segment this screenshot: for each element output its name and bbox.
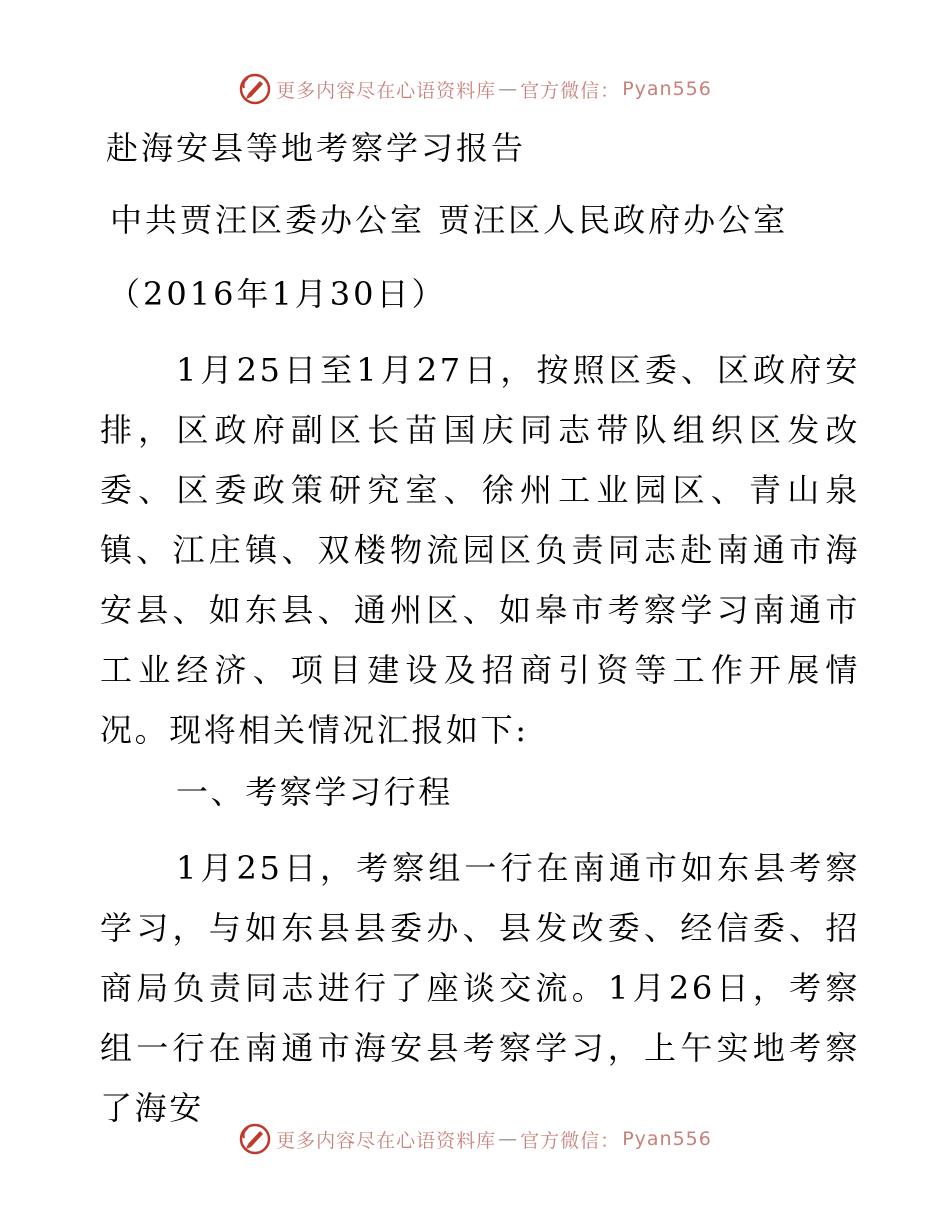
section-heading-itinerary: 一、考察学习行程	[176, 773, 453, 811]
top-watermark-banner	[0, 72, 950, 106]
bottom-watermark-banner	[0, 1122, 950, 1156]
watermark-wechat-label: 官方微信：	[520, 79, 621, 102]
watermark-wechat-id: Pyan556	[622, 78, 712, 100]
logo-icon	[238, 72, 272, 106]
watermark-dash: —	[498, 1128, 519, 1150]
paragraph-itinerary: 1月25日，考察组一行在南通市如东县考察学习，与如东县县委办、县发改委、经信委、招商局负责同志进行了座谈交流。1月26日，考察组一行在南通市海安县考察学习，上午实地考察了海安	[100, 849, 860, 1127]
document-date: （2016年1月30日）	[108, 275, 447, 313]
watermark-wechat-id: Pyan556	[622, 1128, 712, 1150]
document-author: 中共贾汪区委办公室 贾汪区人民政府办公室	[110, 201, 789, 239]
watermark-wechat-label: 官方微信：	[520, 1129, 621, 1152]
logo-icon	[238, 1122, 272, 1156]
document-title: 赴海安县等地考察学习报告	[106, 129, 527, 167]
watermark-text: 更多内容尽在心语资料库	[276, 79, 497, 102]
paragraph-intro: 1月25日至1月27日，按照区委、区政府安排，区政府副区长苗国庆同志带队组织区发改委、区委政策研究室、徐州工业园区、青山泉镇、江庄镇、双楼物流园区负责同志赴南通市海安县、如东县、通州区、如皋市考察学习南通市工业经济、项目建设及招商引资等工作开展情况。现将相关情况汇报如下:	[100, 351, 860, 749]
watermark-text: 更多内容尽在心语资料库	[276, 1129, 497, 1152]
watermark-dash: —	[498, 78, 519, 100]
